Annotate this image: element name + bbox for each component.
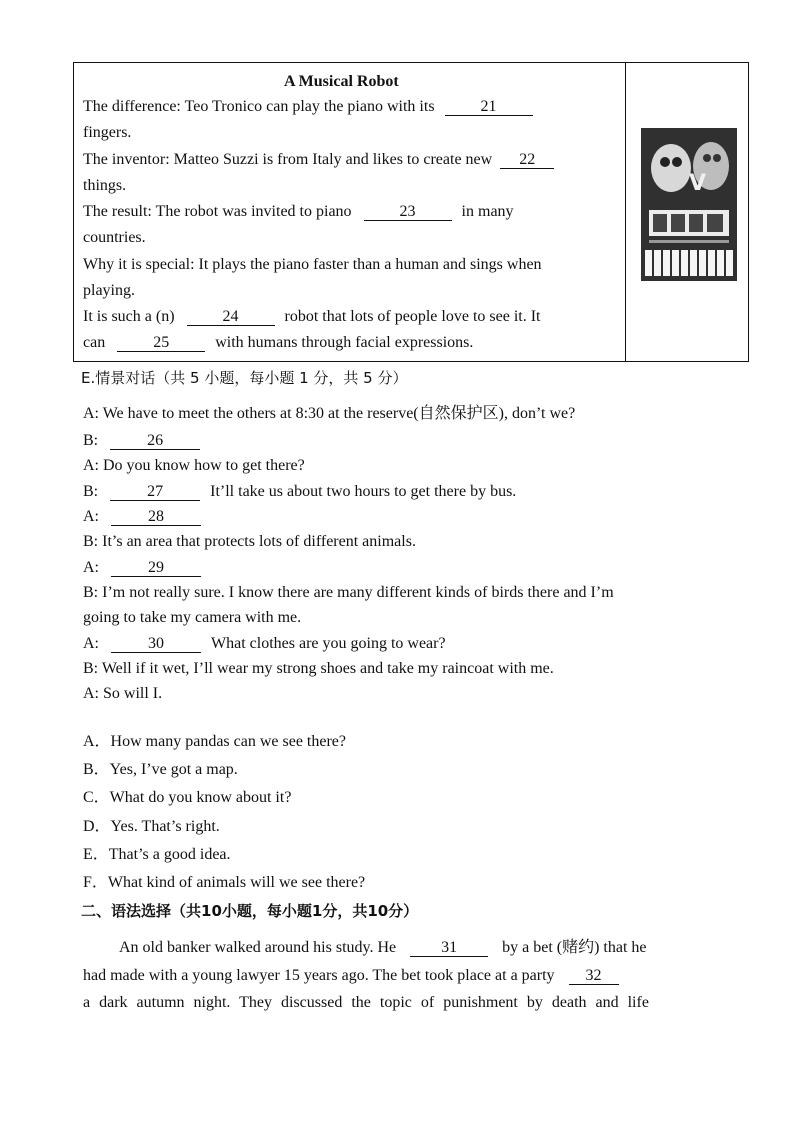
answer-blank-27[interactable]: 27: [110, 483, 200, 501]
passage-text: An old banker walked around his study. He: [119, 939, 397, 956]
answer-blank-21[interactable]: 21: [445, 98, 533, 116]
table-line-2: fingers.: [83, 124, 132, 141]
option-b: B．Yes, I’ve got a map.: [83, 761, 238, 778]
answer-blank-29[interactable]: 29: [111, 559, 201, 577]
table-divider: [625, 63, 626, 361]
dialogue-line-11: B: Well if it wet, I’ll wear my strong shoes and take my raincoat with me.: [83, 660, 554, 677]
dialogue-line-8: B: I’m not really sure. I know there are many different kinds of birds there and I’m: [83, 584, 614, 601]
table-line-text: The inventor: Matteo Suzzi is from Italy and likes to create new: [83, 151, 493, 168]
table-line-1: [83, 97, 533, 117]
answer-blank-23[interactable]: 23: [364, 203, 452, 221]
option-d: D．Yes. That’s right.: [83, 818, 220, 835]
section-e-heading: E.情景对话（共 5 小题，每小题 1 分，共 5 分）: [81, 369, 408, 387]
section-2-heading: 二、语法选择（共10小题，每小题1分，共10分）: [81, 902, 419, 920]
svg-text:V: V: [689, 171, 707, 196]
dialogue-speaker: B:: [83, 483, 99, 500]
table-line-text: in many: [461, 203, 514, 220]
table-line-text: can: [83, 334, 106, 351]
table-line-3: [83, 150, 554, 170]
option-e: E．That’s a good idea.: [83, 846, 231, 863]
table-line-6: countries.: [83, 229, 146, 246]
answer-blank-28[interactable]: 28: [111, 508, 201, 526]
dialogue-line-3: A: Do you know how to get there?: [83, 457, 305, 474]
dialogue-line-6: B: It’s an area that protects lots of different animals.: [83, 533, 416, 550]
dialogue-text: It’ll take us about two hours to get there by bus.: [210, 483, 517, 500]
answer-blank-24[interactable]: 24: [187, 308, 275, 326]
table-line-text: with humans through facial expressions.: [215, 334, 474, 351]
table-line-9: [83, 307, 540, 327]
table-line-7: Why it is special: It plays the piano faster than a human and sings when: [83, 256, 542, 273]
table-line-text: The difference: Teo Tronico can play the piano with its: [83, 98, 435, 115]
answer-blank-30[interactable]: 30: [111, 635, 201, 653]
table-line-8: playing.: [83, 282, 135, 299]
robot-piano-illustration: [641, 128, 737, 281]
table-line-text: robot that lots of people love to see it. It: [284, 308, 541, 325]
passage-line-1: [119, 938, 647, 958]
passage-line-3: a dark autumn night. They discussed the topic of punishment by death and life: [83, 994, 649, 1011]
passage-text: had made with a young lawyer 15 years ago. The bet took place at a party: [83, 967, 555, 984]
dialogue-speaker: A:: [83, 635, 99, 652]
dialogue-line-5: [83, 507, 201, 527]
dialogue-line-12: A: So will I.: [83, 685, 163, 702]
dialogue-speaker: A:: [83, 559, 99, 576]
answer-blank-25[interactable]: 25: [117, 334, 205, 352]
answer-blank-32[interactable]: 32: [569, 967, 619, 985]
option-a: A．How many pandas can we see there?: [83, 733, 347, 750]
passage-text: by a bet (赌约) that he: [502, 939, 647, 956]
table-line-text: The result: The robot was invited to piano: [83, 203, 352, 220]
dialogue-line-1: A: We have to meet the others at 8:30 at the reserve(自然保护区), don’t we?: [83, 405, 576, 422]
dialogue-line-9: going to take my camera with me.: [83, 609, 302, 626]
dialogue-speaker: A:: [83, 508, 99, 525]
dialogue-text: What clothes are you going to wear?: [211, 635, 446, 652]
answer-blank-31[interactable]: 31: [410, 939, 488, 957]
table-title: A Musical Robot: [284, 73, 399, 90]
option-c: C．What do you know about it?: [83, 789, 292, 806]
robot-piano-image: [641, 128, 737, 281]
table-line-10: [83, 333, 473, 353]
answer-blank-26[interactable]: 26: [110, 432, 200, 450]
dialogue-line-7: [83, 558, 201, 578]
dialogue-line-2: [83, 431, 200, 451]
table-line-text: It is such a (n): [83, 308, 175, 325]
passage-line-2: [83, 966, 619, 986]
dialogue-line-10: [83, 634, 446, 654]
dialogue-line-4: [83, 482, 516, 502]
answer-blank-22[interactable]: 22: [500, 151, 554, 169]
dialogue-speaker: B:: [83, 432, 99, 449]
table-line-4: things.: [83, 177, 127, 194]
table-line-5: [83, 202, 514, 222]
option-f: F．What kind of animals will we see there?: [83, 874, 366, 891]
